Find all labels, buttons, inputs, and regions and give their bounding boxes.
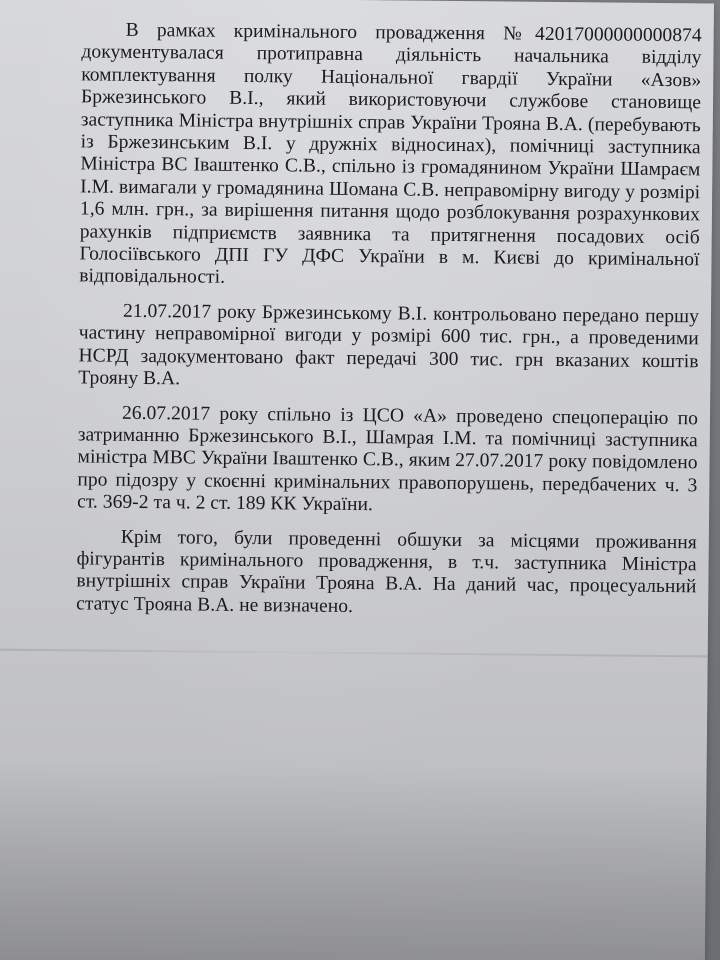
document-body: [76, 19, 702, 633]
paragraph-case-description: В рамках кримінального провадження №42017000000000874 документувалася протиправна діяльність начальника відділу комплектування полку Національної гвардії України «Азов» Бржезинського В.І., який використовуючи службове становище заступника Міністра внутрішніх справ України Трояна В.А. (перебувають із Бржезинським В.І. у дружніх відносинах), помічниці заступника Міністра ВС Іваштенко С.В., спільно із громадянином України Шамраєм І.М. вимагали у громадянина Шомана С.В. неправомірну вигоду у розмірі 1,6 млн. грн., за вирішення питання щодо розблокування розрахункових рахунків підприємств заявника та притягнення посадових осіб Голосіївського ДПІ ГУ ДФС України в м. Києві до кримінальної відповідальності.: [79, 19, 702, 289]
paragraph-special-operation: 26.07.2017 року спільно із ЦСО «А» проведено спецоперацію по затриманню Бржезинського В.І., Шамрая І.М. та помічниці заступника міністра МВС України Іваштенко С.В., яким 27.07.2017 року повідомлено про підозру у скоєнні кримінальних правопорушень, передбачених ч. 3 ст. 369-2 та ч. 2 ст. 189 КК України.: [77, 402, 699, 516]
paragraph-searches: Крім того, були проведенні обшуки за місцями проживання фігурантів кримінального провадження, в т.ч. заступника Міністра внутрішніх справ України Трояна В.А. На даний час, процесуальний статус Трояна В.А. не визначено.: [76, 526, 697, 617]
paragraph-first-transfer: 21.07.2017 року Бржезинському В.І. контрольовано передано першу частину неправомірної вигоди у розмірі 600 тис. грн., а проведеними НСРД задокументовано факт передачі 300 тис. грн вказаних коштів Трояну В.А.: [78, 300, 700, 390]
paper-fold-line: [0, 649, 708, 658]
